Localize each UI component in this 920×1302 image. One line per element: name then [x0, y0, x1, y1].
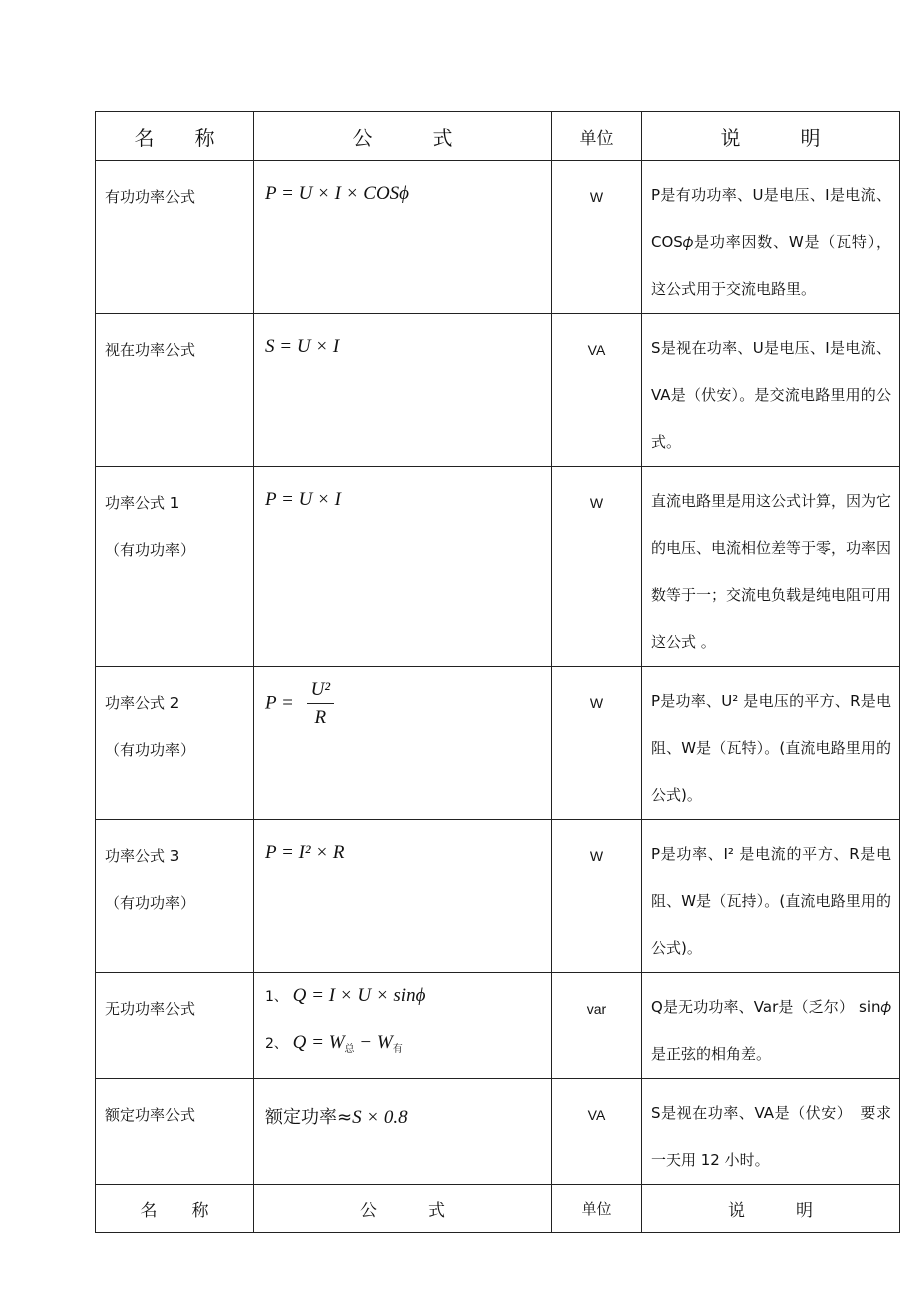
row-formula-cell [254, 1079, 552, 1185]
row-unit-cell [552, 973, 642, 1079]
row-unit: VA [587, 342, 606, 358]
formula-power-3: P = I² × R [265, 842, 345, 863]
row-unit: var [586, 1001, 607, 1017]
row-unit: W [589, 848, 604, 864]
fraction-numerator: U² [307, 679, 334, 704]
row-unit-cell [552, 161, 642, 314]
formula-rated-power [254, 1079, 551, 1129]
header-formula: 公 式 [254, 112, 552, 161]
row-desc: P是有功功率、U是电压、I是电流、COS𝜙是功率因数、W是（瓦特），这公式用于交流电路里。 [651, 186, 891, 298]
row-formula-cell [254, 161, 552, 314]
subscript-total: 总 [344, 1044, 355, 1055]
formula-lhs: P = [265, 692, 294, 714]
footer-unit: 单位 [552, 1185, 642, 1233]
formula-expr-mid: − W [354, 1032, 393, 1053]
subscript-active: 有 [392, 1044, 403, 1055]
row-formula-cell [254, 820, 552, 973]
row-name-cell [96, 1079, 254, 1185]
row-unit-cell [552, 667, 642, 820]
formula-line-2 [265, 1020, 551, 1067]
row-name: 功率公式 2 [105, 694, 180, 712]
formula-index: 2、 [265, 1036, 288, 1052]
row-name-cell [96, 467, 254, 667]
formula-active-power: P = U × I × COSϕ [265, 183, 410, 204]
row-name-sub: （有功功率） [105, 541, 196, 559]
row-formula-cell [254, 667, 552, 820]
table-row [96, 161, 900, 314]
row-unit: W [589, 189, 604, 205]
row-desc: P是功率、I² 是电流的平方、R是电阻、W是（瓦持）。(直流电路里用的公式)。 [651, 845, 891, 957]
row-formula-cell [254, 314, 552, 467]
row-desc-cell [642, 314, 900, 467]
row-name: 功率公式 3 [105, 847, 180, 865]
row-desc: P是功率、U² 是电压的平方、R是电阻、W是（瓦特）。(直流电路里用的公式)。 [651, 692, 891, 804]
row-formula-cell [254, 973, 552, 1079]
rated-text: 额定功率≈ [265, 1107, 353, 1128]
row-name: 无功功率公式 [105, 1000, 196, 1018]
header-name: 名 称 [96, 112, 254, 161]
row-desc-cell [642, 667, 900, 820]
row-desc: 直流电路里是用这公式计算，因为它的电压、电流相位差等于零，功率因数等于一；交流电负载是纯电阻可用这公式 。 [651, 492, 892, 651]
row-unit: W [589, 495, 604, 511]
header-desc: 说 明 [642, 112, 900, 161]
row-name-cell [96, 820, 254, 973]
rated-expr: S × 0.8 [352, 1107, 408, 1128]
table-row [96, 467, 900, 667]
row-desc: S是视在功率、U是电压、I是电流、VA是（伏安）。是交流电路里用的公式。 [651, 339, 891, 451]
table-row [96, 820, 900, 973]
row-unit: W [589, 695, 604, 711]
row-unit-cell [552, 1079, 642, 1185]
row-name: 有功功率公式 [105, 188, 196, 206]
formula-power-1: P = U × I [265, 489, 341, 510]
header-unit: 单位 [552, 112, 642, 161]
formula-expr: Q = W [292, 1032, 345, 1053]
row-desc: S是视在功率、VA是（伏安） 要求一天用 12 小时。 [651, 1104, 891, 1169]
fraction [307, 679, 334, 729]
table-footer-row [96, 1185, 900, 1233]
row-name-cell [96, 314, 254, 467]
formula-power-2 [254, 667, 551, 729]
row-unit-cell [552, 820, 642, 973]
row-desc-cell [642, 467, 900, 667]
row-unit-cell [552, 314, 642, 467]
table-row [96, 314, 900, 467]
table-row [96, 1079, 900, 1185]
row-name-cell [96, 667, 254, 820]
formula-line-1 [265, 973, 551, 1020]
row-desc: Q是无功功率、Var是（乏尔） sin𝜙是正弦的相角差。 [651, 998, 891, 1063]
row-desc-cell [642, 973, 900, 1079]
row-name-cell [96, 973, 254, 1079]
footer-formula: 公 式 [254, 1185, 552, 1233]
formula-reactive-power [254, 973, 551, 1067]
row-unit-cell [552, 467, 642, 667]
formula-expr: Q = I × U × sinϕ [292, 985, 426, 1006]
row-unit: VA [587, 1107, 606, 1123]
row-formula-cell [254, 467, 552, 667]
row-desc-cell [642, 161, 900, 314]
row-name: 额定功率公式 [105, 1106, 196, 1124]
formula-index: 1、 [265, 989, 288, 1005]
row-name: 功率公式 1 [105, 494, 180, 512]
row-name-cell [96, 161, 254, 314]
footer-desc: 说 明 [642, 1185, 900, 1233]
footer-name: 名 称 [96, 1185, 254, 1233]
fraction-denominator: R [314, 707, 327, 728]
row-desc-cell [642, 1079, 900, 1185]
table-row [96, 973, 900, 1079]
row-desc-cell [642, 820, 900, 973]
row-name-sub: （有功功率） [105, 894, 196, 912]
formula-apparent-power: S = U × I [265, 336, 340, 357]
row-name: 视在功率公式 [105, 341, 196, 359]
row-name-sub: （有功功率） [105, 741, 196, 759]
power-formula-table [95, 111, 900, 1233]
table-row [96, 667, 900, 820]
